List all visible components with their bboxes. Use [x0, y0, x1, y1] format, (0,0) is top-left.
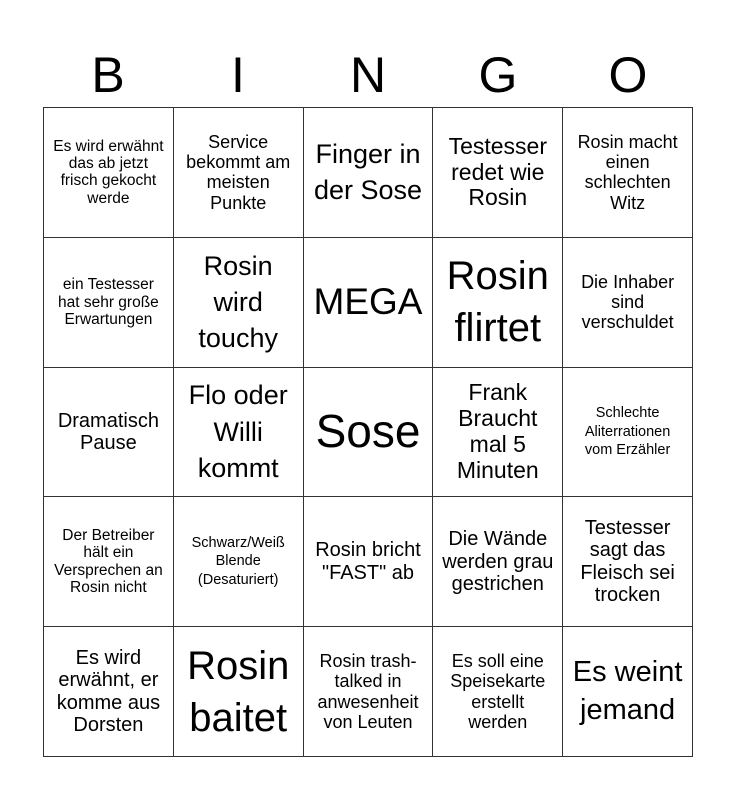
bingo-cell[interactable]: Es soll eine Speisekarte erstellt werden	[433, 627, 563, 757]
bingo-cell[interactable]: ein Testesser hat sehr große Erwartungen	[44, 238, 174, 368]
bingo-cell[interactable]: Es wird erwähnt das ab jetzt frisch gekocht werde	[44, 108, 174, 238]
bingo-cell[interactable]: Die Wände werden grau gestrichen	[433, 497, 563, 627]
bingo-cell[interactable]: Rosin bricht "FAST" ab	[304, 497, 434, 627]
bingo-cell[interactable]: Rosin flirtet	[433, 238, 563, 368]
bingo-cell[interactable]: Rosin baitet	[174, 627, 304, 757]
bingo-cell[interactable]: Flo oder Willi kommt	[174, 368, 304, 498]
header-letter-g: G	[478, 47, 518, 103]
bingo-cell[interactable]: Rosin wird touchy	[174, 238, 304, 368]
bingo-cell[interactable]: Testesser redet wie Rosin	[433, 108, 563, 238]
bingo-cell[interactable]: Finger in der Sose	[304, 108, 434, 238]
bingo-grid	[43, 107, 693, 757]
bingo-cell[interactable]: Sose	[304, 368, 434, 498]
bingo-cell[interactable]: Rosin trash-talked in anwesenheit von Leuten	[304, 627, 434, 757]
bingo-header	[43, 44, 693, 106]
bingo-cell[interactable]: Schwarz/Weiß Blende (Desaturiert)	[174, 497, 304, 627]
bingo-cell[interactable]: Rosin macht einen schlechten Witz	[563, 108, 693, 238]
bingo-cell[interactable]: Frank Braucht mal 5 Minuten	[433, 368, 563, 498]
bingo-cell[interactable]: MEGA	[304, 238, 434, 368]
header-letter-n: N	[349, 47, 387, 103]
header-letter-o: O	[608, 47, 648, 103]
bingo-cell[interactable]: Es wird erwähnt, er komme aus Dorsten	[44, 627, 174, 757]
bingo-cell[interactable]: Service bekommt am meisten Punkte	[174, 108, 304, 238]
bingo-cell[interactable]: Die Inhaber sind verschuldet	[563, 238, 693, 368]
bingo-cell[interactable]: Der Betreiber hält ein Versprechen an Rosin nicht	[44, 497, 174, 627]
header-letter-b: B	[91, 47, 125, 103]
bingo-cell[interactable]: Es weint jemand	[563, 627, 693, 757]
header-letter-i: I	[231, 47, 245, 103]
bingo-cell[interactable]: Testesser sagt das Fleisch sei trocken	[563, 497, 693, 627]
bingo-cell[interactable]: Dramatisch Pause	[44, 368, 174, 498]
bingo-cell[interactable]: Schlechte Aliterrationen vom Erzähler	[563, 368, 693, 498]
